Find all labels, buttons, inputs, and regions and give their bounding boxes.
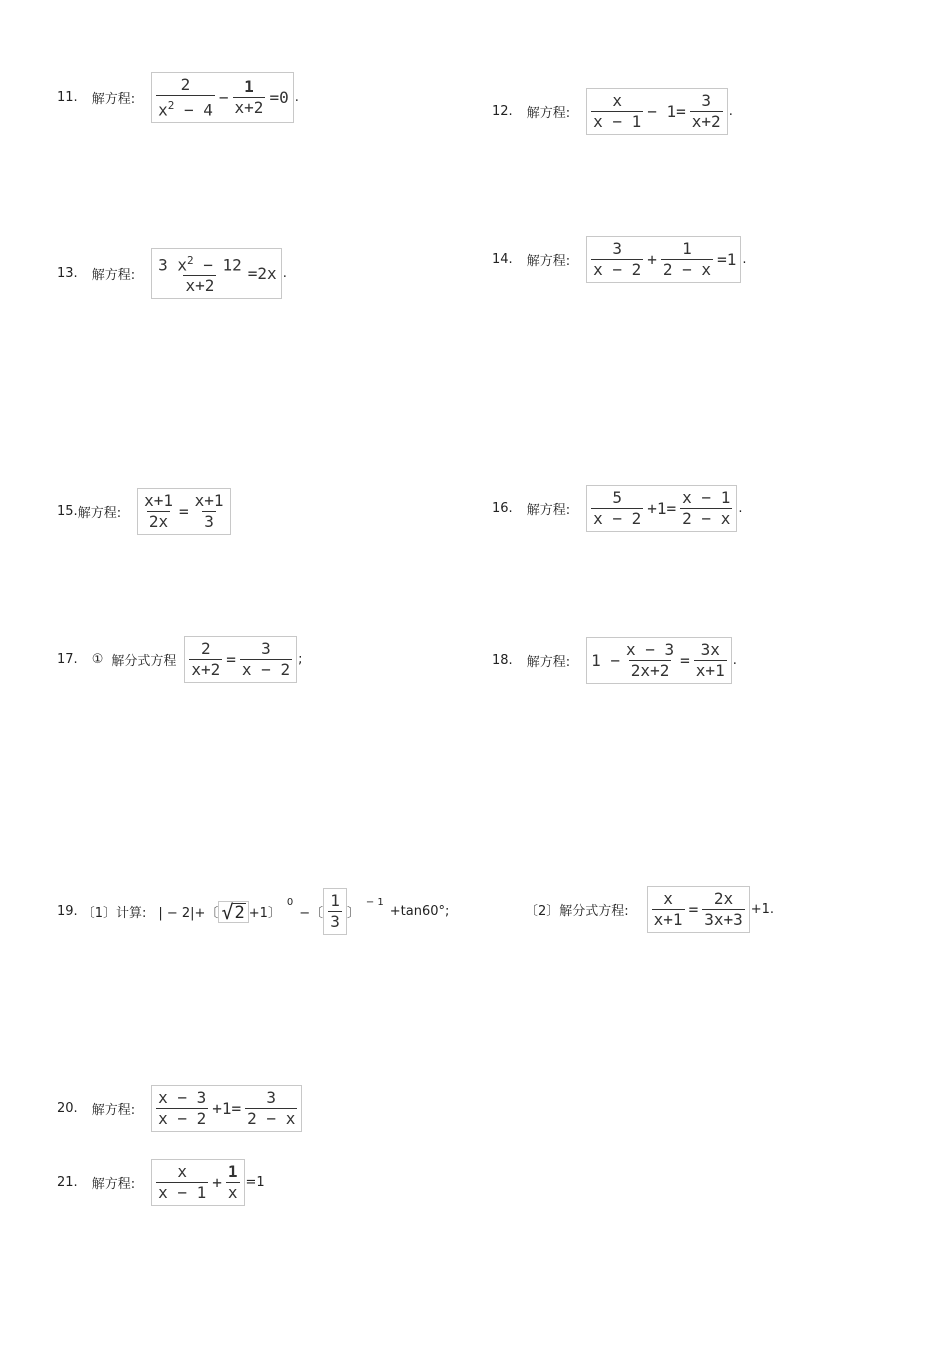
denominator: x − 2 xyxy=(593,260,642,279)
equation-image xyxy=(586,637,732,684)
fraction xyxy=(156,251,244,296)
numerator: 1 xyxy=(227,1162,238,1181)
denominator: 3 xyxy=(204,512,214,531)
problem-20 xyxy=(57,1085,302,1132)
numerator: x − 1 xyxy=(682,488,731,507)
denominator-rest: − 4 xyxy=(183,100,213,120)
denominator: x − 2 xyxy=(241,660,291,679)
denominator: x − 1 xyxy=(158,1183,207,1202)
problem-label: 解分式方程 xyxy=(111,654,177,669)
problem-label: 解方程: xyxy=(91,1177,136,1192)
equals-part: =1 xyxy=(717,249,737,269)
problem-18 xyxy=(492,637,737,684)
operator: − xyxy=(218,87,229,107)
problem-number: 21. xyxy=(57,1175,78,1190)
fraction xyxy=(591,488,643,529)
denominator: 2 − x xyxy=(662,260,712,279)
problem-number: 17. xyxy=(57,652,78,667)
numerator: x xyxy=(612,91,622,110)
operator: = xyxy=(680,650,690,670)
problem-number: 14. xyxy=(492,252,513,267)
equation-image xyxy=(137,488,230,535)
problem-11 xyxy=(57,72,299,123)
plus-one: +1〕 xyxy=(248,906,281,921)
denominator: x+2 xyxy=(691,112,721,131)
numerator: 1 xyxy=(682,239,692,258)
numerator: 3 xyxy=(701,91,712,110)
equation-image xyxy=(586,236,741,283)
numerator-term: 3 x xyxy=(158,255,187,275)
numerator: x − 3 xyxy=(158,1088,207,1107)
fraction-image xyxy=(323,888,347,935)
tan-expression: +tan60°; xyxy=(389,904,450,919)
abs-expression: | − 2|+〔 xyxy=(158,906,219,921)
operator: = xyxy=(178,501,189,521)
equation-image xyxy=(151,1085,302,1132)
equation-image xyxy=(151,72,294,123)
numerator: 3 xyxy=(266,1088,277,1107)
fraction xyxy=(702,889,745,930)
punctuation: . xyxy=(738,501,743,516)
numerator: 3x xyxy=(700,640,720,659)
denominator: x − 2 xyxy=(593,509,642,528)
operator: = xyxy=(226,649,236,669)
numerator: 2 xyxy=(180,75,191,94)
numerator: x+1 xyxy=(194,491,224,510)
problem-number: 11. xyxy=(57,90,78,106)
problem-label: 解方程: xyxy=(91,92,136,108)
fraction xyxy=(652,889,685,930)
denominator: 3x+3 xyxy=(704,910,743,929)
fraction xyxy=(156,1088,208,1129)
fraction xyxy=(245,1088,297,1129)
exponent-minus-one: − 1 xyxy=(365,897,384,908)
problem-label: 解方程: xyxy=(91,268,136,284)
equation-image xyxy=(586,485,737,532)
equation-image xyxy=(151,1159,244,1206)
problem-number: 16. xyxy=(492,501,513,516)
denominator: 2 − x xyxy=(682,509,731,528)
part-2-label: 〔2〕解分式方程: xyxy=(525,904,629,919)
operator: + xyxy=(212,1172,222,1192)
numerator: 5 xyxy=(612,488,622,507)
numerator: x+1 xyxy=(144,491,173,510)
problem-number: 15. xyxy=(57,504,78,519)
punctuation: . xyxy=(294,90,299,106)
denominator: 2x+2 xyxy=(630,661,670,680)
equals-part: =0 xyxy=(269,87,289,107)
minus-bracket: −〔 xyxy=(299,906,324,921)
circled-number: ① xyxy=(91,652,104,667)
numerator: 3 xyxy=(261,639,271,658)
problem-12 xyxy=(492,88,733,135)
fraction xyxy=(591,239,643,280)
equation-image xyxy=(647,886,750,933)
fraction xyxy=(233,77,266,118)
fraction xyxy=(156,75,215,120)
problem-label: 解方程: xyxy=(526,655,571,670)
equation-image xyxy=(184,636,297,683)
problem-label: 解方程: xyxy=(526,503,571,518)
fraction xyxy=(690,91,723,132)
punctuation: . xyxy=(732,653,737,668)
fraction xyxy=(661,239,713,280)
denominator: x − 1 xyxy=(593,112,642,131)
radicand: 2 xyxy=(234,902,245,923)
operator: +1= xyxy=(647,498,677,518)
fraction xyxy=(142,491,175,532)
fraction xyxy=(156,1162,208,1203)
denominator: x+2 xyxy=(185,276,215,296)
denominator: x+2 xyxy=(234,98,264,118)
fraction xyxy=(624,640,676,681)
fraction xyxy=(193,491,226,532)
equation-image xyxy=(586,88,728,135)
numerator: 3 xyxy=(612,239,622,258)
problem-number: 13. xyxy=(57,266,78,282)
numerator: x xyxy=(663,889,673,908)
denominator: 2x xyxy=(148,512,169,531)
problem-label: 解方程: xyxy=(526,106,571,121)
exponent: 2 xyxy=(186,254,194,267)
numerator: 1 xyxy=(244,77,254,97)
part-1-label: 〔1〕计算: xyxy=(81,906,147,921)
denominator: x xyxy=(227,1183,238,1202)
numerator: x − 3 xyxy=(625,640,675,659)
problem-15 xyxy=(57,488,231,535)
numerator xyxy=(156,251,244,275)
punctuation: . xyxy=(742,252,747,267)
equation-tail: +1. xyxy=(750,902,775,917)
problem-number: 19. xyxy=(57,904,78,919)
equation-tail: =1 xyxy=(245,1175,265,1190)
numerator: 1 xyxy=(330,891,340,910)
problem-21 xyxy=(57,1159,265,1206)
denominator-var: x xyxy=(158,100,168,120)
problem-16 xyxy=(492,485,742,532)
operator: + xyxy=(647,249,657,269)
fraction xyxy=(694,640,727,681)
operator: − 1= xyxy=(647,101,686,121)
exponent: 2 xyxy=(167,99,175,112)
sqrt-image xyxy=(218,901,248,923)
exponent-zero: 0 xyxy=(286,897,294,908)
denominator: x − 2 xyxy=(158,1109,207,1128)
problem-label: 解方程: xyxy=(77,506,122,521)
numerator: x xyxy=(177,1162,187,1181)
problem-number: 20. xyxy=(57,1101,78,1116)
problem-label: 解方程: xyxy=(91,1103,136,1118)
fraction xyxy=(591,91,643,132)
prefix: 1 − xyxy=(591,650,620,670)
punctuation: ; xyxy=(298,652,303,667)
problem-19 xyxy=(57,888,449,935)
equation-image xyxy=(151,248,282,299)
problem-19-part-2 xyxy=(525,886,774,933)
close-bracket: 〕 xyxy=(346,906,360,921)
numerator: 2x xyxy=(713,889,734,908)
problem-14 xyxy=(492,236,746,283)
radical-sign: √ xyxy=(221,899,234,924)
punctuation: . xyxy=(282,266,287,282)
operator: = xyxy=(688,899,699,919)
fraction xyxy=(328,891,342,932)
problem-13 xyxy=(57,248,287,299)
fraction xyxy=(189,639,222,680)
numerator: 2 xyxy=(200,639,211,658)
denominator: 2 − x xyxy=(247,1109,296,1128)
punctuation: . xyxy=(728,104,733,119)
operator: +1= xyxy=(212,1098,242,1118)
denominator: x+1 xyxy=(695,661,725,680)
fraction xyxy=(240,639,292,680)
denominator: 3 xyxy=(330,912,340,931)
problem-17 xyxy=(57,636,302,683)
equals-part: =2x xyxy=(247,263,277,283)
problem-number: 18. xyxy=(492,653,513,668)
problem-label: 解方程: xyxy=(526,254,571,269)
numerator-rest: − 12 xyxy=(203,255,242,275)
denominator xyxy=(156,95,215,120)
problem-number: 12. xyxy=(492,104,513,119)
denominator: x+2 xyxy=(191,660,221,679)
denominator: x+1 xyxy=(653,910,683,929)
fraction xyxy=(680,488,732,529)
fraction xyxy=(226,1162,240,1203)
